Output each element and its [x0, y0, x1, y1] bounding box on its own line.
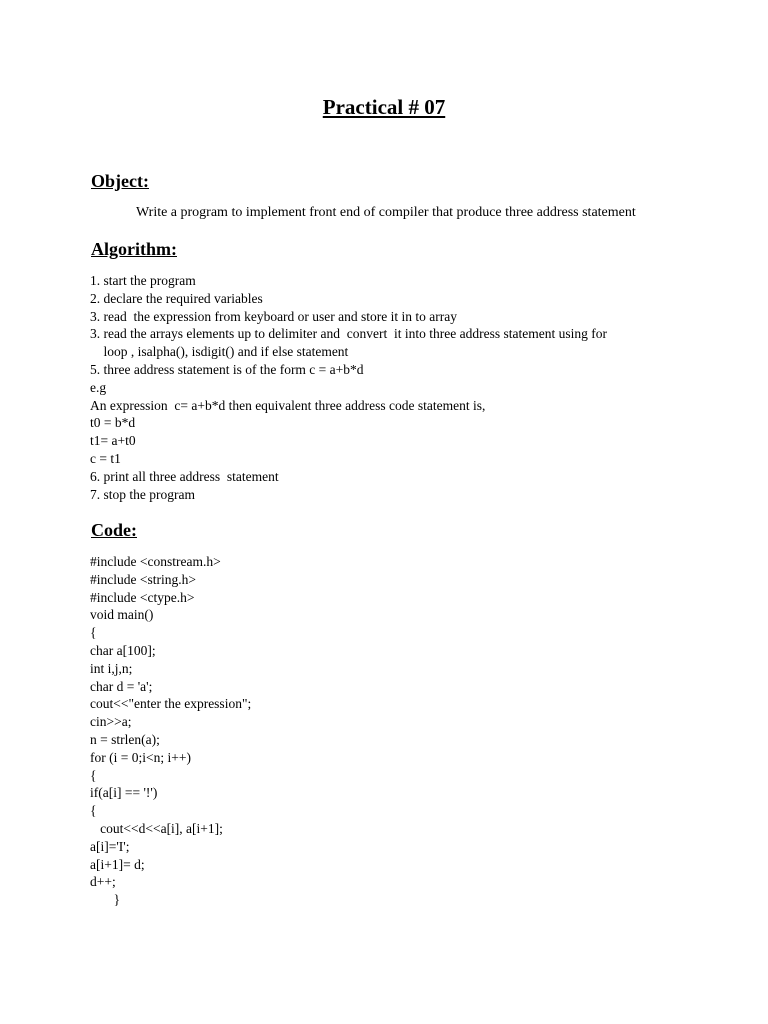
algorithm-line: 3. read the arrays elements up to delimiter and convert it into three address statement using for	[90, 326, 607, 342]
code-line: n = strlen(a);	[90, 731, 160, 747]
object-heading: Object:	[91, 171, 149, 191]
code-line: cin>>a;	[90, 714, 132, 730]
code-line: a[i]='I';	[90, 838, 130, 854]
algorithm-line: 7. stop the program	[90, 486, 195, 502]
code-line: cout<<d<<a[i], a[i+1];	[90, 820, 223, 836]
algorithm-line: t1= a+t0	[90, 433, 136, 449]
algorithm-line: c = t1	[90, 450, 121, 466]
page-title: Practical # 07	[322, 95, 446, 119]
code-line: {	[90, 625, 97, 641]
code-line: cout<<"enter the expression";	[90, 696, 252, 712]
code-line: d++;	[90, 874, 116, 890]
code-line: #include <ctype.h>	[90, 589, 195, 605]
code-line: #include <string.h>	[90, 571, 196, 587]
algorithm-line: 5. three address statement is of the form c = a+b*d	[90, 361, 364, 377]
code-line: {	[90, 767, 97, 783]
algorithm-heading: Algorithm:	[91, 239, 177, 259]
algorithm-line: 2. declare the required variables	[90, 290, 263, 306]
code-line: int i,j,n;	[90, 660, 133, 676]
algorithm-line: loop , isalpha(), isdigit() and if else statement	[90, 344, 349, 360]
code-heading: Code:	[91, 520, 137, 540]
algorithm-line: 6. print all three address statement	[90, 468, 279, 484]
algorithm-line: e.g	[90, 379, 107, 395]
code-line: void main()	[90, 607, 154, 623]
object-text: Write a program to implement front end of compiler that produce three address statement	[136, 205, 636, 220]
code-line: char d = 'a';	[90, 678, 153, 694]
code-line: a[i+1]= d;	[90, 856, 145, 872]
algorithm-steps	[90, 272, 607, 503]
code-line: if(a[i] == '!')	[90, 785, 158, 801]
algorithm-line: An expression c= a+b*d then equivalent three address code statement is,	[90, 397, 486, 413]
code-line: #include <constream.h>	[90, 554, 221, 569]
code-line: char a[100];	[90, 642, 156, 658]
algorithm-line: 1. start the program	[90, 273, 196, 288]
code-line: }	[90, 892, 121, 908]
code-line: for (i = 0;i<n; i++)	[90, 749, 191, 765]
algorithm-line: t0 = b*d	[90, 415, 136, 431]
algorithm-line: 3. read the expression from keyboard or user and store it in to array	[90, 308, 458, 324]
code-listing	[90, 553, 251, 909]
code-line: {	[90, 803, 97, 819]
